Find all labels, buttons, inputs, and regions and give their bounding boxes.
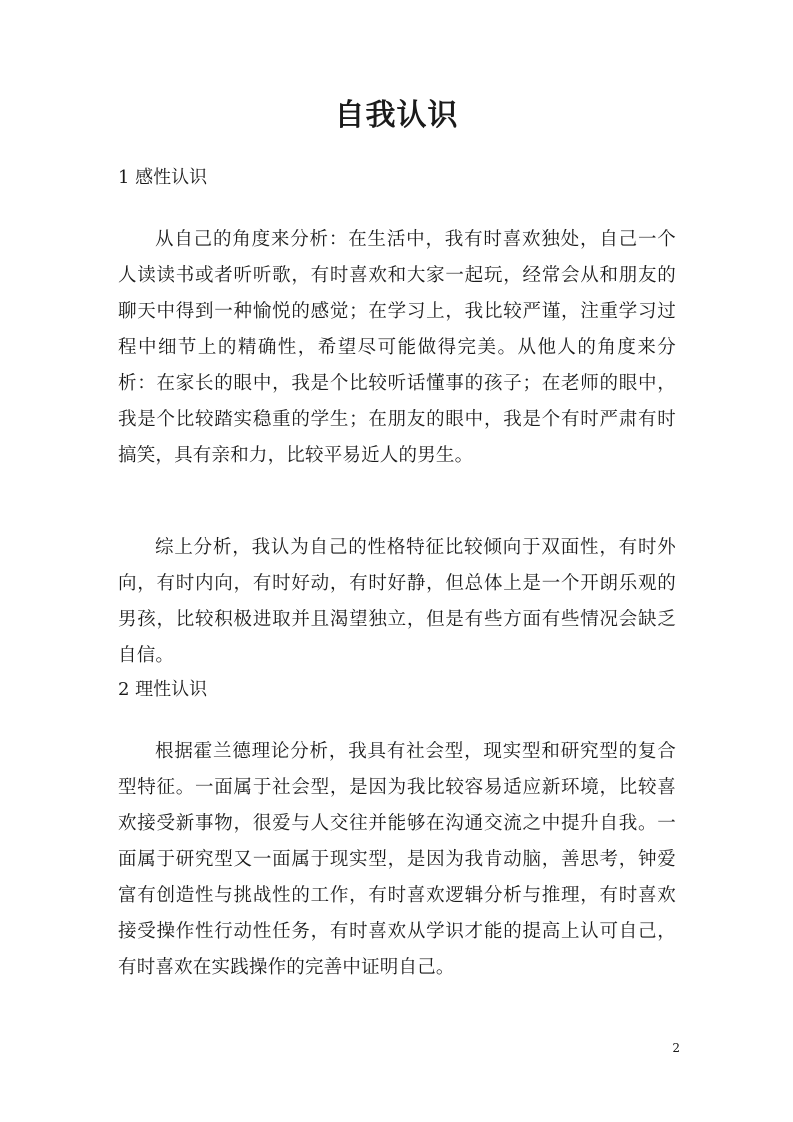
paragraph-holland-analysis: 根据霍兰德理论分析，我具有社会型，现实型和研究型的复合型特征。一面属于社会型，是因为我比较容易适应新环境，比较喜欢接受新事物，很爱与人交往并能够在沟通交流之中提升自我。一面属于研究型又一面属于现实型，是因为我肯动脑，善思考，钟爱富有创造性与挑战性的工作，有时喜欢逻辑分析与推理，有时喜欢接受操作性行动性任务，有时喜欢从学识才能的提高上认可自己，有时喜欢在实践操作的完善中证明自己。 [118, 741, 676, 978]
paragraph-self-analysis: 从自己的角度来分析：在生活中，我有时喜欢独处，自己一个人读读书或者听听歌，有时喜欢和大家一起玩，经常会从和朋友的聊天中得到一种愉悦的感觉；在学习上，我比较严谨，注重学习过程中细节上的精确性，希望尽可能做得完美。从他人的角度来分析：在家长的眼中，我是个比较听话懂事的孩子；在老师的眼中，我是个比较踏实稳重的学生；在朋友的眼中，我是个有时严肃有时搞笑，具有亲和力，比较平易近人的男生。 [118, 229, 676, 466]
paragraph-summary: 综上分析，我认为自己的性格特征比较倾向于双面性，有时外向，有时内向，有时好动，有时好静，但总体上是一个开朗乐观的男孩，比较积极进取并且渴望独立，但是有些方面有些情况会缺乏自信。 [118, 537, 676, 666]
page-number: 2 [672, 1041, 680, 1055]
section-heading-perceptual: 1 感性认识 [118, 167, 208, 188]
document-title: 自我认识 [334, 98, 459, 133]
section-heading-rational: 2 理性认识 [118, 679, 208, 700]
